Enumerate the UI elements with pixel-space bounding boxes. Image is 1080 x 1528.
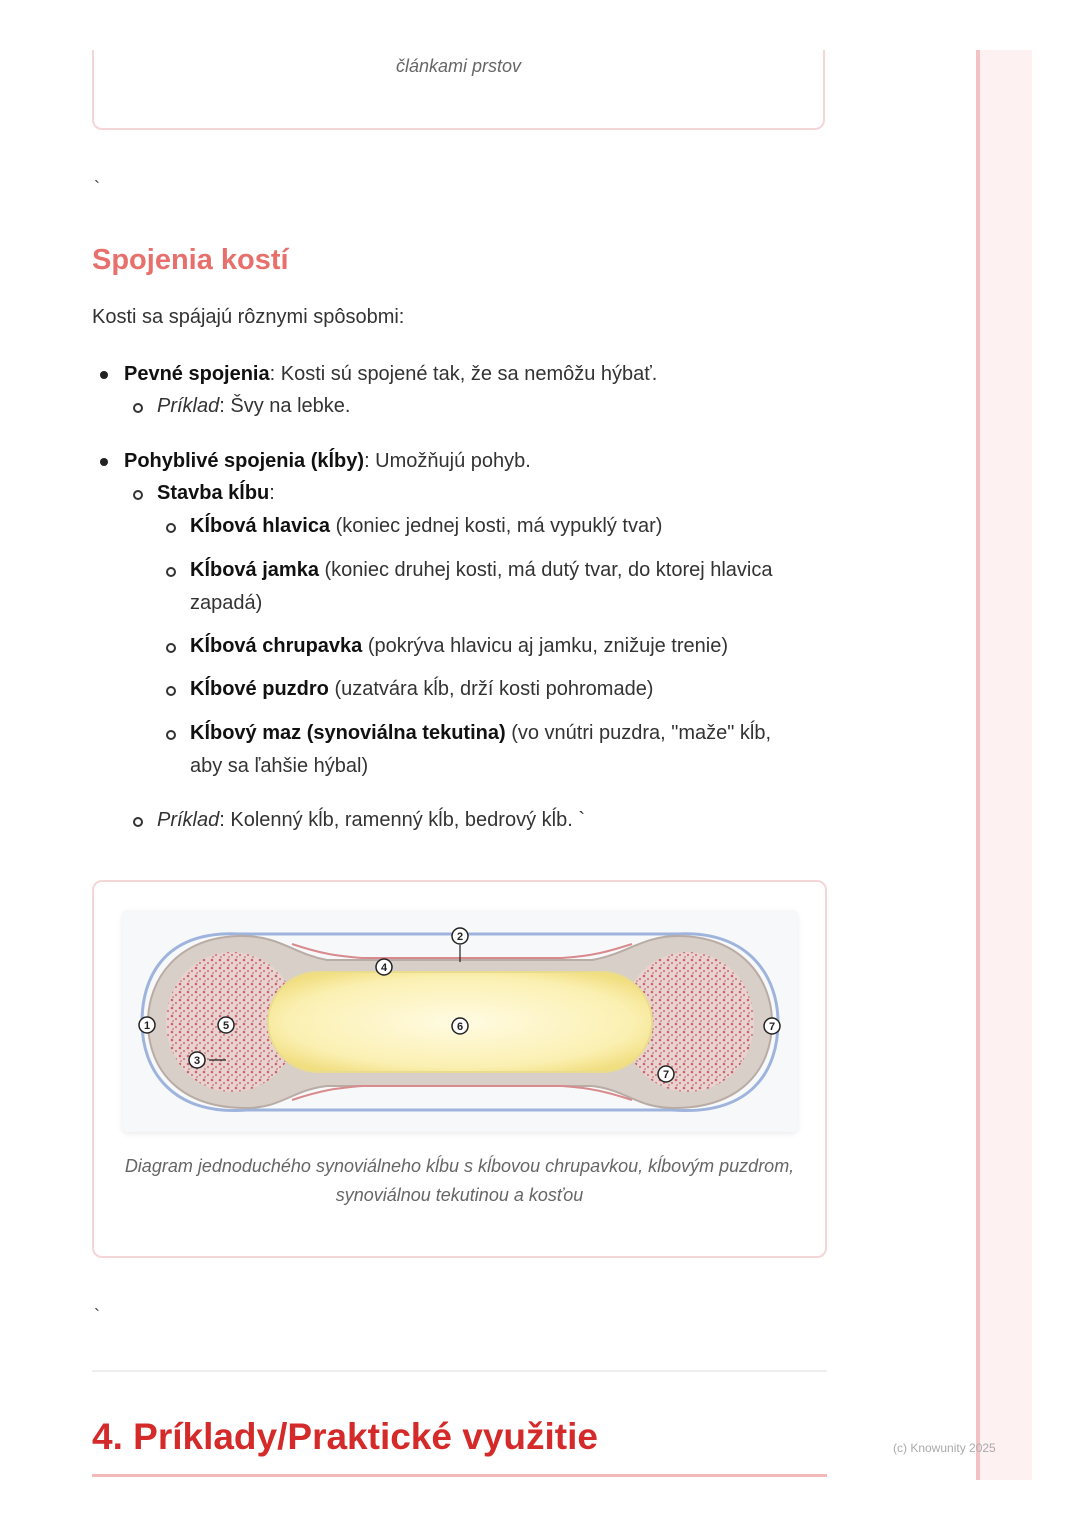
label-7-right-text: 7 <box>768 1021 776 1033</box>
item-text: (uzatvára kĺb, drží kosti pohromade) <box>328 678 654 700</box>
stray-backtick: ` <box>94 178 100 198</box>
label-7-lower-text: 7 <box>662 1069 670 1081</box>
list-item-part <box>190 554 820 620</box>
label-7-right <box>764 1018 780 1034</box>
list-item-part <box>190 717 820 783</box>
bullet-circle <box>166 523 176 533</box>
divider <box>92 1370 827 1372</box>
bullet-circle <box>166 730 176 740</box>
label-3 <box>189 1052 205 1068</box>
image-card-top <box>92 50 825 130</box>
label-2-text: 2 <box>456 931 464 943</box>
side-panel <box>976 50 1032 1480</box>
term: Príklad <box>157 809 220 831</box>
bullet-circle <box>133 403 143 413</box>
bullet-circle <box>166 643 176 653</box>
label-2 <box>452 928 468 944</box>
item-text: (pokrýva hlavicu aj jamku, znižuje trenie) <box>362 635 728 657</box>
label-7-lower <box>658 1066 674 1082</box>
label-5 <box>218 1017 234 1033</box>
list-item-fixed-joints <box>124 358 657 391</box>
bullet-dot <box>100 458 108 466</box>
label-3-text: 3 <box>193 1055 201 1067</box>
item-text: : Švy na lebke. <box>219 395 351 417</box>
term: Príklad <box>157 395 220 417</box>
term: Kĺbová jamka <box>190 559 319 581</box>
term: Kĺbová hlavica <box>190 515 331 537</box>
label-6-text: 6 <box>456 1021 464 1033</box>
intro-paragraph: Kosti sa spájajú rôznymi spôsobmi: <box>92 306 405 328</box>
label-6 <box>452 1018 468 1034</box>
main-heading: 4. Príklady/Praktické využitie <box>92 1416 598 1457</box>
item-text: : Kosti sú spojené tak, že sa nemôžu hýbať. <box>269 363 658 385</box>
image-caption-top: článkami prstov <box>395 56 522 76</box>
item-text: : Kolenný kĺb, ramenný kĺb, bedrový kĺb. ` <box>219 809 585 831</box>
term: Kĺbová chrupavka <box>190 635 363 657</box>
term: Kĺbový maz (synoviálna tekutina) <box>190 722 506 744</box>
label-1 <box>139 1017 155 1033</box>
bullet-circle <box>166 567 176 577</box>
item-text-continued: zapadá) <box>190 592 263 614</box>
list-item-movable-example <box>157 804 585 837</box>
item-text-continued: aby sa ľahšie hýbal) <box>190 755 369 777</box>
section-title: Spojenia kostí <box>92 244 289 276</box>
copyright-text: (c) Knowunity 2025 <box>893 1441 996 1455</box>
figure-card <box>92 880 827 1258</box>
list-item-part <box>190 630 728 663</box>
periosteum-bottom <box>292 1086 632 1100</box>
label-4-text: 4 <box>380 962 388 974</box>
list-item-part <box>190 673 653 706</box>
bullet-circle <box>166 686 176 696</box>
list-item-part <box>190 510 662 543</box>
list-item-fixed-example <box>157 390 350 423</box>
item-text: (vo vnútri puzdra, "maže" kĺb, <box>505 722 772 744</box>
joint-diagram-svg <box>122 910 798 1132</box>
list-item-structure <box>157 477 275 510</box>
list-item-movable-joints <box>124 445 531 478</box>
heading-underline <box>92 1474 827 1477</box>
figure-caption: Diagram jednoduchého synoviálneho kĺbu s kĺbovou chrupavkou, kĺbovým puzdrom, synoviálnou tekutinou a kosťou <box>124 1156 795 1205</box>
bullet-dot <box>100 371 108 379</box>
label-4 <box>376 959 392 975</box>
term: Kĺbové puzdro <box>190 678 329 700</box>
term: Pevné spojenia <box>124 363 270 385</box>
item-text: : Umožňujú pohyb. <box>364 450 531 472</box>
stray-backtick: ` <box>94 1306 100 1326</box>
item-text: : <box>269 482 275 504</box>
periosteum-top <box>292 944 632 958</box>
label-5-text: 5 <box>222 1020 230 1032</box>
bullet-circle <box>133 490 143 500</box>
term: Pohyblivé spojenia (kĺby) <box>124 450 365 472</box>
item-text: (koniec jednej kosti, má vypuklý tvar) <box>330 515 663 537</box>
joint-diagram <box>122 910 798 1132</box>
bullet-circle <box>133 817 143 827</box>
term: Stavba kĺbu <box>157 482 270 504</box>
item-text: (koniec druhej kosti, má dutý tvar, do ktorej hlavica <box>318 559 773 581</box>
label-1-text: 1 <box>143 1020 151 1032</box>
